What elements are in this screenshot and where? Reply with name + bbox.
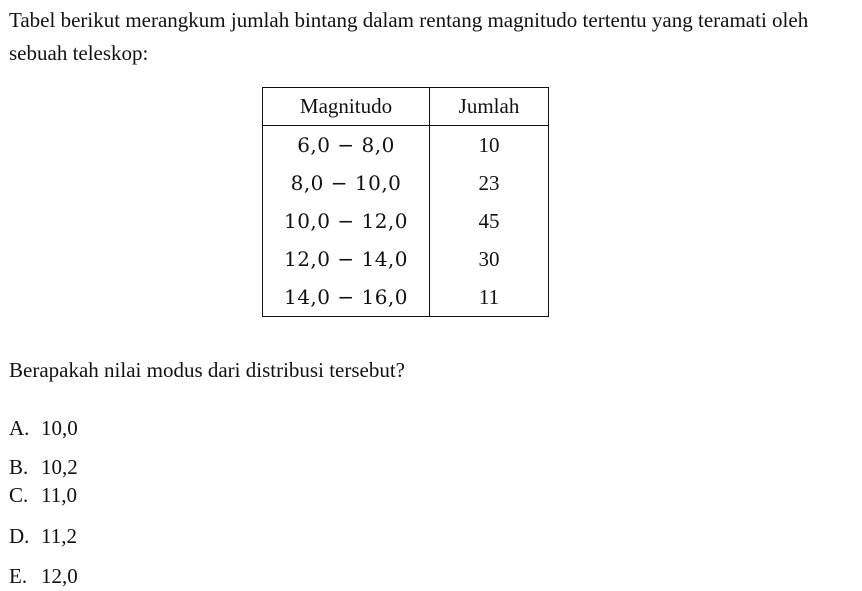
count-cell: 11 (478, 284, 500, 309)
option-letter: B. (9, 455, 29, 479)
magnitude-table (262, 87, 549, 317)
option-e[interactable] (9, 562, 78, 590)
count-cell: 10 (478, 132, 500, 157)
table-row (263, 126, 549, 165)
question-text: Berapakah nilai modus dari distribusi tersebut? (9, 358, 405, 382)
option-c[interactable] (9, 481, 77, 509)
option-value: 10,2 (41, 455, 78, 479)
range-cell: 14,0 − 16,0 (263, 278, 430, 317)
option-letter: D. (9, 524, 30, 548)
header-magnitudo: Magnitudo (263, 88, 430, 126)
option-b[interactable] (9, 453, 78, 481)
option-value: 11,0 (41, 483, 77, 507)
table-header-row (263, 88, 549, 126)
option-d[interactable] (9, 522, 77, 550)
option-letter: E. (9, 564, 28, 588)
range-cell: 8,0 − 10,0 (263, 164, 430, 202)
option-value: 12,0 (41, 564, 78, 588)
option-value: 10,0 (41, 416, 78, 440)
table-row (263, 278, 549, 317)
option-a[interactable] (9, 414, 78, 442)
table-row (263, 202, 549, 240)
count-cell: 23 (478, 170, 500, 195)
range-cell: 10,0 − 12,0 (263, 202, 430, 240)
header-jumlah: Jumlah (430, 88, 549, 126)
option-letter: C. (9, 483, 29, 507)
count-cell: 30 (478, 246, 500, 271)
range-cell: 12,0 − 14,0 (263, 240, 430, 278)
option-value: 11,2 (41, 524, 77, 548)
count-cell: 45 (478, 208, 500, 233)
range-cell: 6,0 − 8,0 (263, 126, 430, 165)
intro-text: Tabel berikut merangkum jumlah bintang dalam rentang magnitudo tertentu yang teramati oleh sebuah teleskop: (9, 8, 809, 65)
option-letter: A. (9, 416, 30, 440)
table-row (263, 164, 549, 202)
table-row (263, 240, 549, 278)
